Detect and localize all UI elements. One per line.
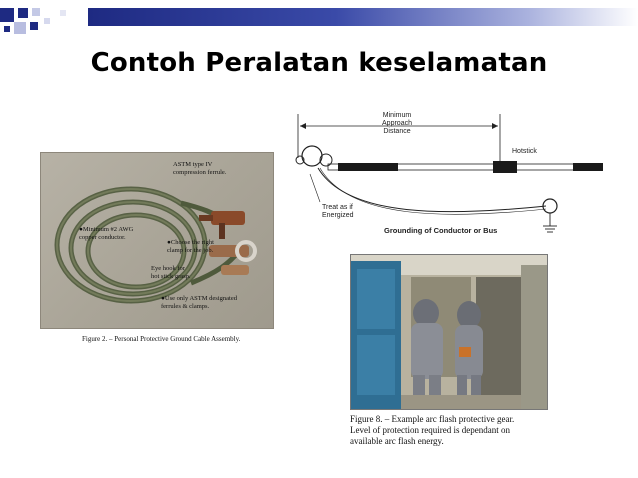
annotation-min-awg: ●Minimum #2 AWG copper conductor. xyxy=(79,226,134,241)
ground-cable-photo xyxy=(40,152,274,329)
deco-square xyxy=(60,10,66,16)
deco-square xyxy=(0,8,14,22)
annotation-astm-type: ASTM type IV compression ferrule. xyxy=(173,161,227,176)
min-approach-label: Minimum Approach Distance xyxy=(382,112,412,135)
figure-right-caption: Figure 8. – Example arc flash protective gear. Level of protection required is dependant on available arc flash energy. xyxy=(350,414,515,446)
annotation-eye-hook: Eye hook for hot stick grasp. xyxy=(151,265,191,280)
arc-flash-gear-photo xyxy=(350,254,548,410)
annotation-clamp: ●Choose the right clamp for the job. xyxy=(167,239,214,254)
annotation-astm-only: ●Use only ASTM designated ferrules & clamps. xyxy=(161,295,237,310)
deco-square xyxy=(14,22,26,34)
figure-left-caption: Figure 2. – Personal Protective Ground Cable Assembly. xyxy=(82,335,241,343)
grounding-diagram xyxy=(288,108,610,240)
slide-title: Contoh Peralatan keselamatan xyxy=(90,48,548,78)
deco-square xyxy=(30,22,38,30)
hotstick-label: Hotstick xyxy=(512,148,537,155)
diagram-title: Grounding of Conductor or Bus xyxy=(384,226,498,235)
deco-square xyxy=(4,26,10,32)
deco-square xyxy=(32,8,40,16)
deco-square xyxy=(18,8,28,18)
header-gradient-band xyxy=(88,8,638,26)
deco-square xyxy=(44,18,50,24)
treat-energized-label: Treat as if Energized xyxy=(322,204,354,219)
